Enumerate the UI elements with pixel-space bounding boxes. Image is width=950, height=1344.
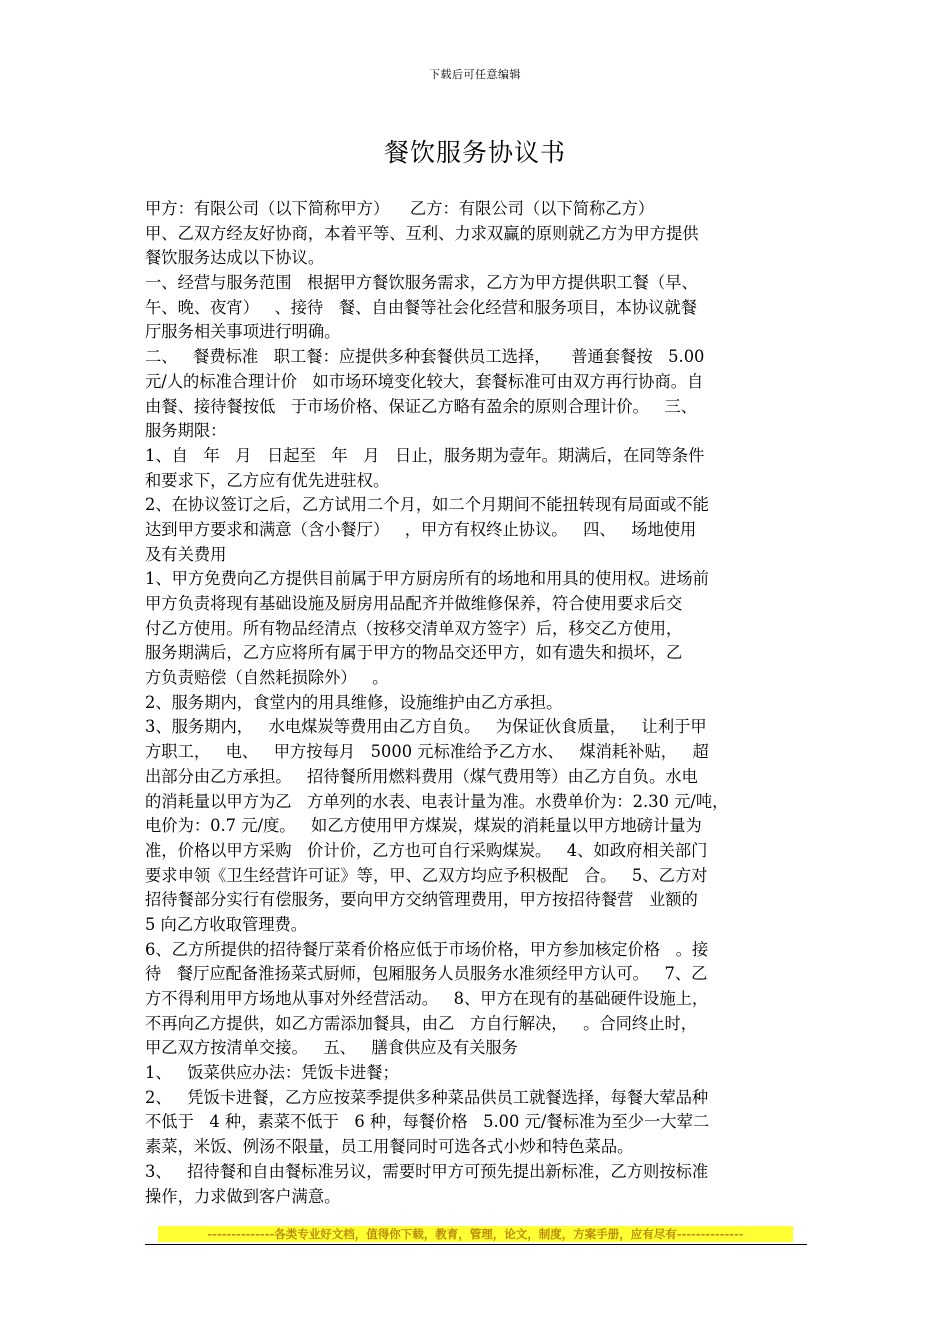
paragraph-line: 招待餐部分实行有偿服务，要向甲方交纳管理费用，甲方按招待餐营 业额的 bbox=[145, 890, 698, 910]
paragraph-line: 甲方：有限公司（以下简称甲方） 乙方：有限公司（以下简称乙方） bbox=[145, 199, 655, 218]
paragraph-line: 服务期限： bbox=[145, 421, 227, 441]
paragraph-line: 素菜，米饭、例汤不限量，员工用餐同时可选各式小炒和特色菜品。 bbox=[145, 1137, 634, 1157]
paragraph-line: 要求申领《卫生经营许可证》等，甲、乙双方均应予积极配 合。 5、乙方对 bbox=[145, 865, 708, 885]
paragraph-line: 甲、乙双方经友好协商，本着平等、互利、力求双赢的原则就乙方为甲方提供 bbox=[145, 223, 699, 243]
paragraph-line: 方职工， 电、 甲方按每月 5000 元标准给予乙方水、 煤消耗补贴， 超 bbox=[145, 742, 709, 762]
paragraph-line: 的消耗量以甲方为乙 方单列的水表、电表计量为准。水费单价为：2.30 元/吨， bbox=[145, 791, 729, 811]
paragraph-line: 元/人的标准合理计价 如市场环境变化较大，套餐标准可由双方再行协商。自 bbox=[145, 371, 704, 391]
paragraph-line: 1、甲方免费向乙方提供目前属于甲方厨房所有的场地和用具的使用权。进场前 bbox=[145, 569, 709, 589]
footer-banner: --------------各类专业好文档，值得你下载，教育，管理，论文，制度，方案手册，应有尽有-------------- bbox=[158, 1226, 793, 1242]
document-title: 餐饮服务协议书 bbox=[383, 138, 566, 167]
paragraph-line: 厅服务相关事项进行明确。 bbox=[145, 322, 341, 342]
paragraph-line: 方负责赔偿（自然耗损除外） 。 bbox=[145, 668, 389, 688]
paragraph-line: 出部分由乙方承担。 招待餐所用燃料费用（煤气费用等）由乙方自负。水电 bbox=[145, 766, 698, 786]
paragraph-line: 及有关费用 bbox=[145, 544, 227, 564]
paragraph-line: 服务期满后，乙方应将所有属于甲方的物品交还甲方，如有遗失和损坏，乙 bbox=[145, 643, 683, 663]
paragraph-line: 不低于 4 种，素菜不低于 6 种，每餐价格 5.00 元/餐标准为至少一大荤二 bbox=[145, 1112, 710, 1132]
header-note: 下载后可任意编辑 bbox=[429, 68, 521, 81]
paragraph-line: 甲方负责将现有基础设施及厨房用品配齐并做维修保养，符合使用要求后交 bbox=[145, 594, 683, 613]
paragraph-line: 1、 饭菜供应办法：凭饭卡进餐； bbox=[145, 1063, 399, 1083]
paragraph-line: 二、 餐费标准 职工餐：应提供多种套餐供员工选择， 普通套餐按 5.00 bbox=[145, 347, 705, 367]
footer-divider bbox=[145, 1244, 807, 1245]
paragraph-line: 2、 凭饭卡进餐，乙方应按菜季提供多种菜品供员工就餐选择，每餐大荤品种 bbox=[145, 1087, 709, 1107]
paragraph-line: 操作，力求做到客户满意。 bbox=[145, 1186, 341, 1206]
paragraph-line: 3、服务期内， 水电煤炭等费用由乙方自负。 为保证伙食质量， 让利于甲 bbox=[145, 717, 707, 737]
paragraph-line: 3、 招待餐和自由餐标准另议，需要时甲方可预先提出新标准，乙方则按标准 bbox=[145, 1161, 709, 1181]
document-body bbox=[145, 197, 813, 1209]
paragraph-line: 5 向乙方收取管理费。 bbox=[145, 914, 308, 934]
paragraph-line: 方不得利用甲方场地从事对外经营活动。 8、甲方在现有的基础硬件设施上， bbox=[145, 989, 709, 1008]
paragraph-line: 由餐、接待餐按低 于市场价格、保证乙方略有盈余的原则合理计价。 三、 bbox=[145, 396, 698, 416]
paragraph-line: 2、在协议签订之后，乙方试用二个月，如二个月期间不能扭转现有局面或不能 bbox=[145, 495, 709, 515]
paragraph-line: 待 餐厅应配备淮扬菜式厨师，包厢服务人员服务水准须经甲方认可。 7、乙 bbox=[145, 964, 708, 984]
paragraph-line: 付乙方使用。所有物品经清点（按移交清单双方签字）后，移交乙方使用， bbox=[145, 618, 683, 638]
paragraph-line: 不再向乙方提供，如乙方需添加餐具，由乙 方自行解决， 。合同终止时， bbox=[145, 1013, 698, 1033]
paragraph-line: 和要求下，乙方应有优先进驻权。 bbox=[145, 470, 390, 490]
paragraph-line: 准，价格以甲方采购 价计价，乙方也可自行采购煤炭。 4、如政府相关部门 bbox=[145, 840, 708, 860]
paragraph-line: 达到甲方要求和满意（含小餐厅） ，甲方有权终止协议。 四、 场地使用 bbox=[145, 519, 697, 539]
paragraph-line: 甲乙双方按清单交接。 五、 膳食供应及有关服务 bbox=[145, 1038, 518, 1058]
paragraph-line: 6、乙方所提供的招待餐厅菜肴价格应低于市场价格，甲方参加核定价格 。接 bbox=[145, 939, 709, 959]
paragraph-line: 电价为：0.7 元/度。 如乙方使用甲方煤炭，煤炭的消耗量以甲方地磅计量为 bbox=[145, 816, 702, 836]
paragraph-line: 餐饮服务达成以下协议。 bbox=[145, 248, 325, 268]
paragraph-line: 午、晚、夜宵） 、接待 餐、自由餐等社会化经营和服务项目，本协议就餐 bbox=[145, 297, 698, 317]
paragraph-line: 2、服务期内，食堂内的用具维修，设施维护由乙方承担。 bbox=[145, 692, 563, 712]
paragraph-line: 1、自 年 月 日起至 年 月 日止，服务期为壹年。期满后，在同等条件 bbox=[145, 445, 705, 465]
paragraph-line: 一、经营与服务范围 根据甲方餐饮服务需求，乙方为甲方提供职工餐（早、 bbox=[145, 273, 698, 293]
